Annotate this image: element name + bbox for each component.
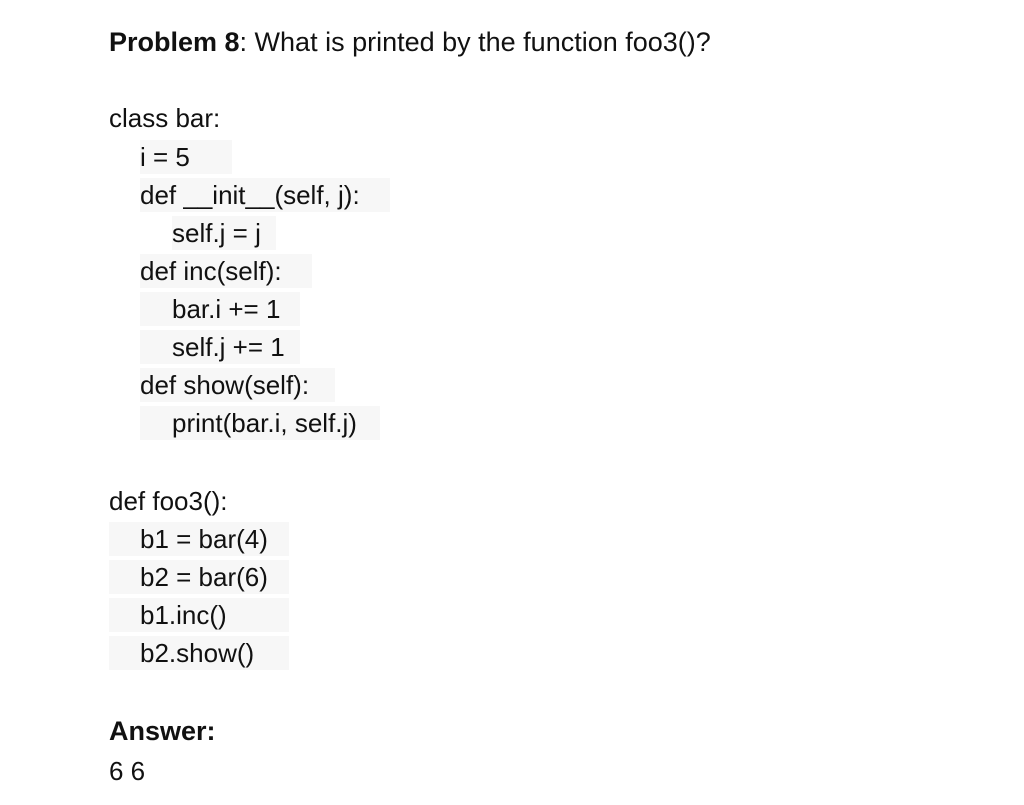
code-line: i = 5 xyxy=(140,140,232,174)
code-line xyxy=(140,330,300,364)
code-text: bar.i += 1 xyxy=(172,294,281,324)
function-header: def foo3(): xyxy=(109,486,228,516)
problem-label: Problem 8 xyxy=(109,27,240,57)
problem-question: : What is printed by the function foo3()? xyxy=(239,27,711,57)
code-text: b2 = bar(6) xyxy=(140,562,268,592)
problem-title xyxy=(109,25,711,59)
code-line xyxy=(140,406,380,440)
code-line xyxy=(140,292,300,326)
code-line xyxy=(109,636,289,670)
class-header: class bar: xyxy=(109,103,221,133)
code-text: print(bar.i, self.j) xyxy=(172,408,357,438)
code-line: def __init__(self, j): xyxy=(140,178,390,212)
code-line xyxy=(109,598,289,632)
code-text: b1 = bar(4) xyxy=(140,524,268,554)
answer-value: 6 6 xyxy=(109,756,146,786)
code-line: def inc(self): xyxy=(140,254,312,288)
code-text: self.j += 1 xyxy=(172,332,285,362)
code-text: b1.inc() xyxy=(140,600,227,630)
code-line xyxy=(109,560,289,594)
code-line xyxy=(109,522,289,556)
code-text: b2.show() xyxy=(140,638,255,668)
answer-label: Answer: xyxy=(109,716,216,746)
code-line: self.j = j xyxy=(172,216,276,250)
code-line: def show(self): xyxy=(140,368,335,402)
